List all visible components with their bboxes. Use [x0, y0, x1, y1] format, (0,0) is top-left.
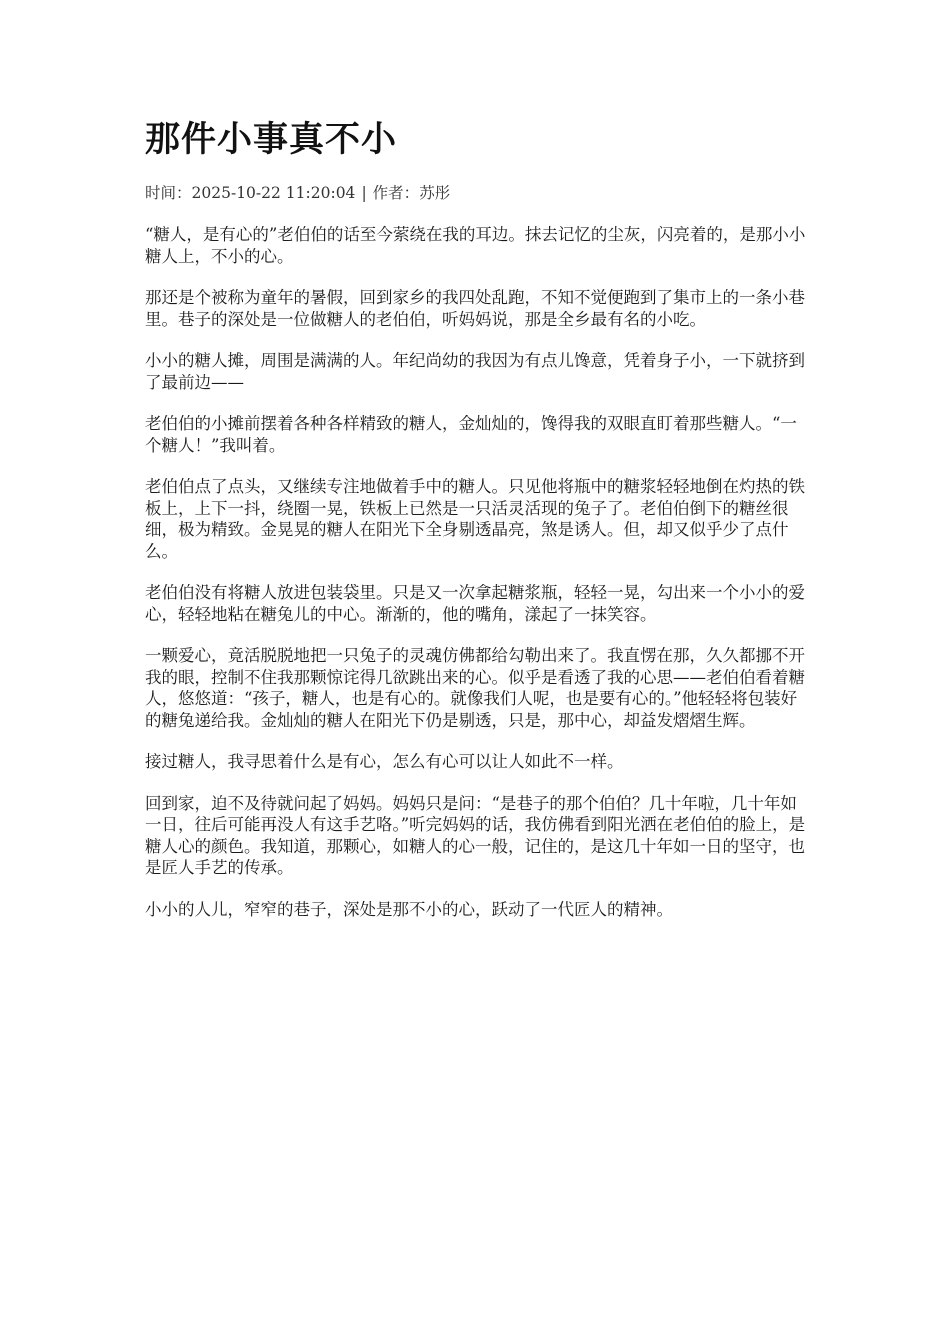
article [145, 112, 810, 940]
paragraph: 回到家，迫不及待就问起了妈妈。妈妈只是问：“是巷子的那个伯伯？几十年啦，几十年如一日，往后可能再没人有这手艺咯。”听完妈妈的话，我仿佛看到阳光洒在老伯伯的脸上，是糖人心的颜色。我知道，那颗心，如糖人的心一般，记住的，是这几十年如一日的坚守，也是匠人手艺的传承。 [145, 793, 806, 877]
time-label: 时间： [145, 184, 192, 202]
author-label: 作者： [372, 184, 420, 202]
paragraph: 那还是个被称为童年的暑假，回到家乡的我四处乱跑，不知不觉便跑到了集市上的一条小巷里。巷子的深处是一位做糖人的老伯伯，听妈妈说，那是全乡最有名的小吃。 [145, 288, 805, 329]
paragraph: 接过糖人，我寻思着什么是有心，怎么有心可以让人如此不一样。 [145, 752, 624, 771]
paragraph: 小小的糖人摊，周围是满满的人。年纪尚幼的我因为有点儿馋意，凭着身子小，一下就挤到了最前边—— [145, 351, 805, 392]
article-title: 那件小事真不小 [145, 120, 398, 160]
paragraph: 一颗爱心，竟活脱脱地把一只兔子的灵魂仿佛都给勾勒出来了。我直愣在那，久久都挪不开我的眼，控制不住我那颗惊诧得几欲跳出来的心。似乎是看透了我的心思——老伯伯看着糖人，悠悠道：“孩子，糖人，也是有心的。就像我们人呢，也是要有心的。”他轻轻将包装好的糖兔递给我。金灿灿的糖人在阳光下仍是剔透，只是，那中心，却益发熠熠生辉。 [145, 646, 805, 730]
paragraph: 小小的人儿，窄窄的巷子，深处是那不小的心，跃动了一代匠人的精神。 [145, 899, 673, 919]
author-value: 苏彤 [419, 184, 451, 202]
paragraph: “糖人，是有心的”老伯伯的话至今萦绕在我的耳边。抹去记忆的尘灰，闪亮着的，是那小小糖人上，不小的心。 [145, 225, 806, 266]
article-meta [145, 182, 810, 204]
article-body [145, 224, 810, 920]
time-value: 2025-10-22 11:20:04 [191, 184, 356, 202]
paragraph: 老伯伯点了点头，又继续专注地做着手中的糖人。只见他将瓶中的糖浆轻轻地倒在灼热的铁板上，上下一抖，绕圈一晃，铁板上已然是一只活灵活现的兔子了。老伯伯倒下的糖丝很细，极为精致。金晃晃的糖人在阳光下全身剔透晶亮，煞是诱人。但，却又似乎少了点什么。 [145, 477, 805, 561]
meta-separator: | [361, 184, 367, 202]
paragraph: 老伯伯的小摊前摆着各种各样精致的糖人，金灿灿的，馋得我的双眼直盯着那些糖人。“一个糖人！”我叫着。 [145, 414, 797, 455]
paragraph: 老伯伯没有将糖人放进包装袋里。只是又一次拿起糖浆瓶，轻轻一晃，勾出来一个小小的爱心，轻轻地粘在糖兔儿的中心。渐渐的，他的嘴角，漾起了一抹笑容。 [145, 583, 805, 624]
